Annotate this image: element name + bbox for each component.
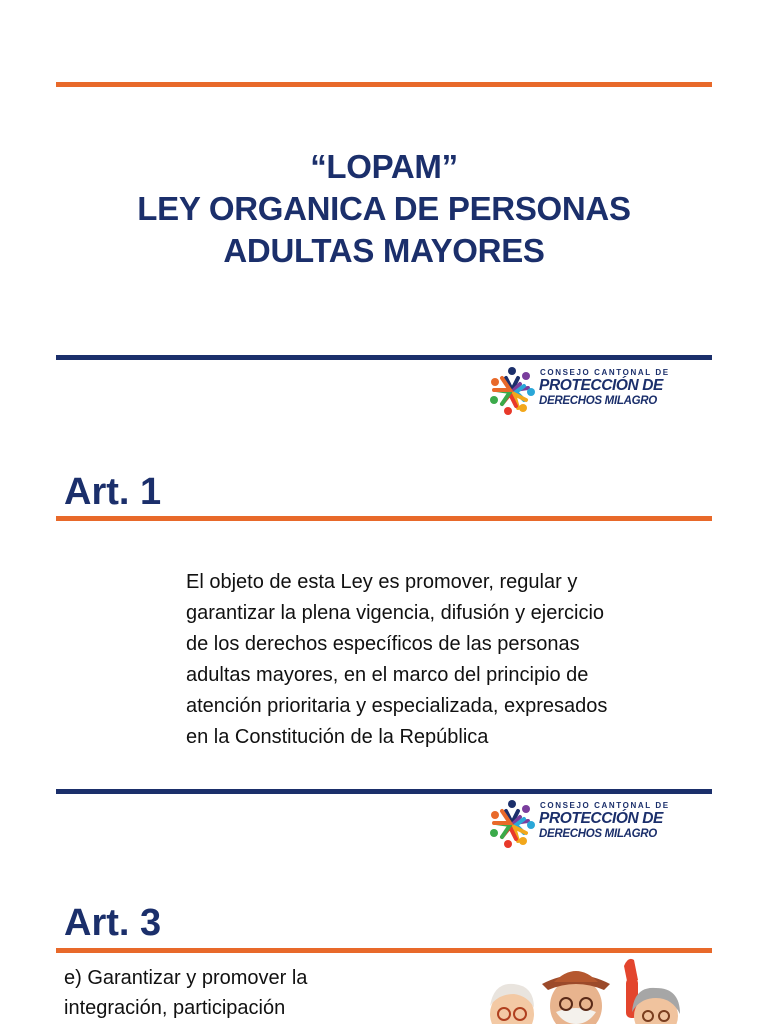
article-3-underline: [56, 948, 712, 953]
logo-line-2: PROTECCIÓN DE: [539, 810, 663, 827]
title-line-1: “LOPAM”: [310, 148, 458, 185]
article-3-line: integración, participación: [64, 997, 286, 1019]
article-1-line: de los derechos específicos de las personas: [186, 633, 580, 655]
logo-line-3: DERECHOS MILAGRO: [539, 395, 657, 407]
article-1-line: adultas mayores, en el marco del principio de: [186, 664, 589, 686]
title-line-3: ADULTAS MAYORES: [223, 232, 545, 269]
article-1-line: en la Constitución de la República: [186, 726, 489, 748]
people-circle-icon: [488, 364, 536, 416]
logo-line-3: DERECHOS MILAGRO: [539, 828, 657, 840]
article-1-line: atención prioritaria y especializada, expresados: [186, 695, 608, 717]
logo-line-1: CONSEJO CANTONAL DE: [540, 368, 670, 377]
article-3-line: e) Garantizar y promover la: [64, 967, 308, 989]
section-divider-navy-2: [56, 789, 712, 794]
title-line-2: LEY ORGANICA DE PERSONAS: [137, 190, 631, 227]
page-title: [56, 146, 712, 272]
section-divider-navy: [56, 355, 712, 360]
council-logo-2: [488, 797, 698, 849]
logo-line-1: CONSEJO CANTONAL DE: [540, 801, 670, 810]
logo-line-2: PROTECCIÓN DE: [539, 377, 663, 394]
article-1-heading: Art. 1: [64, 471, 162, 513]
article-1-text: [186, 567, 706, 753]
article-3-text: [64, 963, 404, 1023]
elderly-people-illustration: [484, 956, 684, 1024]
top-divider: [56, 82, 712, 87]
article-3-heading: Art. 3: [64, 902, 162, 944]
council-logo: [488, 364, 698, 416]
article-1-line: El objeto de esta Ley es promover, regular y: [186, 571, 578, 593]
article-1-underline: [56, 516, 712, 521]
article-1-line: garantizar la plena vigencia, difusión y ejercicio: [186, 602, 605, 624]
people-circle-icon: [488, 797, 536, 849]
